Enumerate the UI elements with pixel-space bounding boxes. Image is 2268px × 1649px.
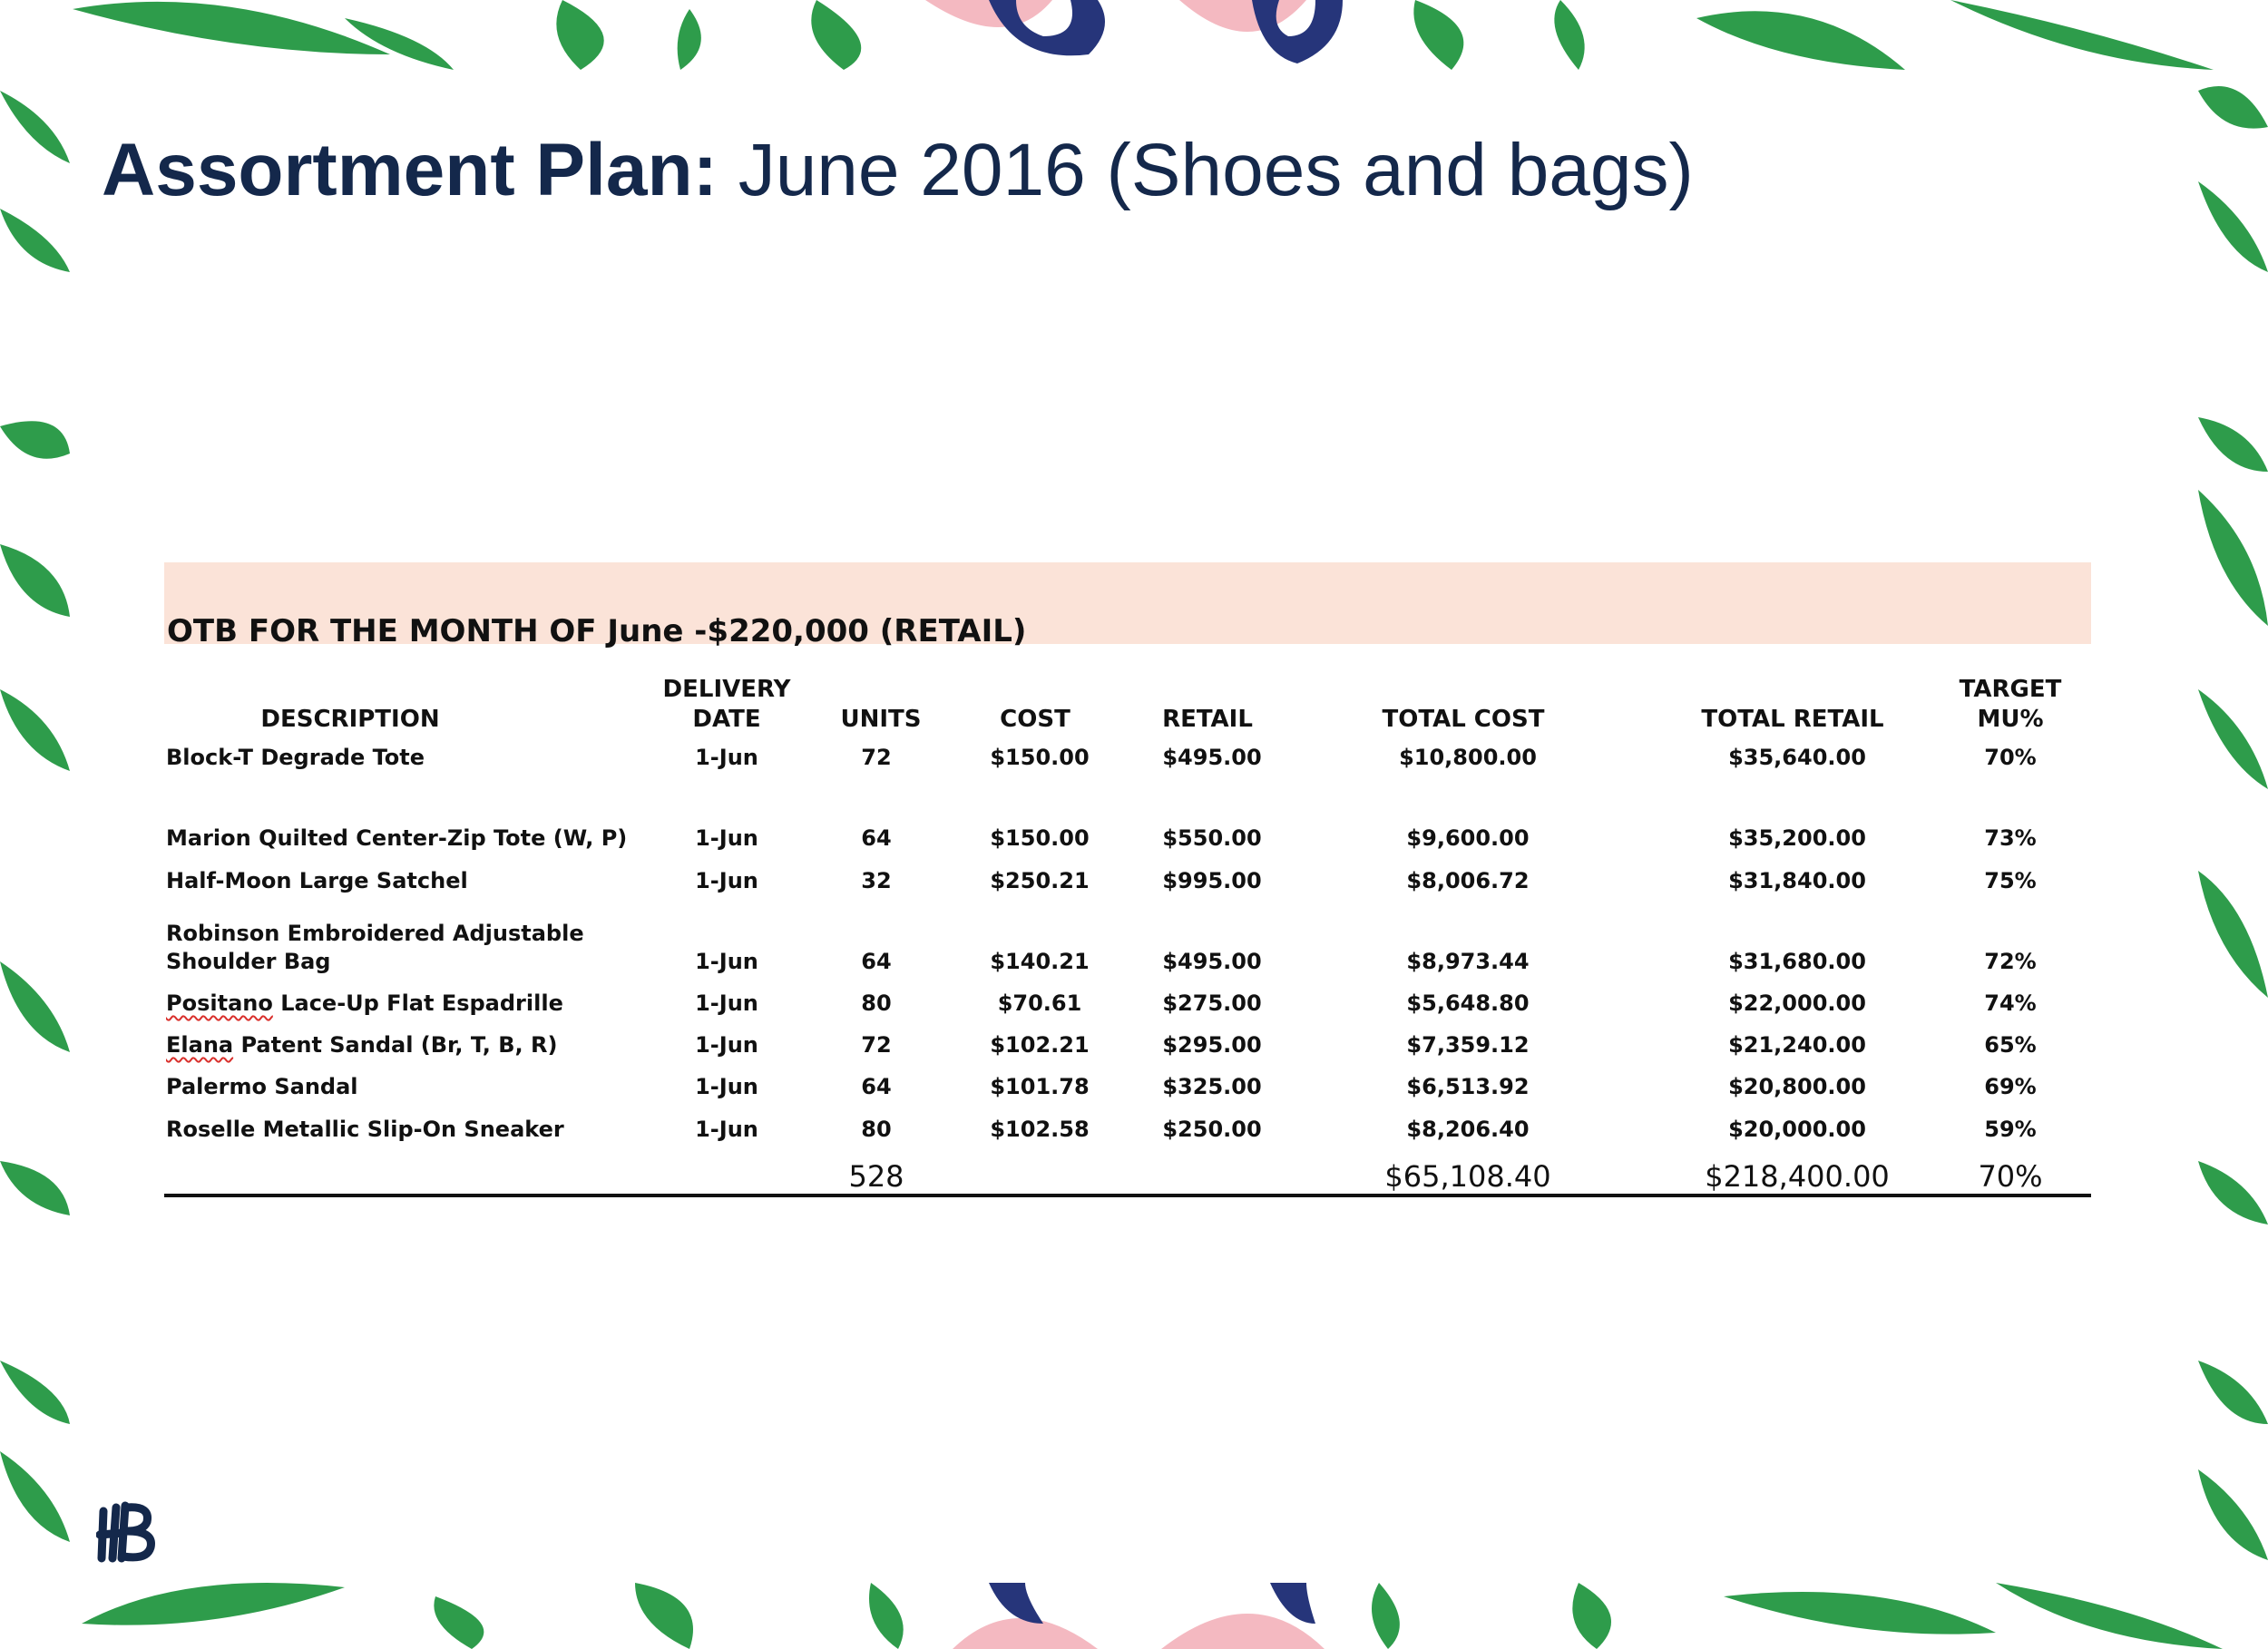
- row-description: [166, 990, 563, 1017]
- row-target-mu: 70%: [1984, 745, 2037, 770]
- row-cost: $150.00: [990, 825, 1090, 851]
- row-target-mu: 72%: [1984, 949, 2037, 974]
- page-title-regular: June 2016 (Shoes and bags): [738, 129, 1694, 211]
- spellcheck-word: Elana: [166, 1032, 234, 1058]
- row-total-cost: $7,359.12: [1406, 1032, 1530, 1058]
- row-description: Roselle Metallic Slip-On Sneaker: [166, 1117, 564, 1142]
- header-retail: RETAIL: [1162, 706, 1253, 733]
- row-total-cost: $8,973.44: [1406, 949, 1530, 974]
- row-description: Marion Quilted Center-Zip Tote (W, P): [166, 825, 628, 851]
- header-total-cost: TOTAL COST: [1382, 706, 1545, 733]
- otb-banner: [164, 562, 2091, 649]
- row-delivery-date: 1-Jun: [695, 1074, 758, 1099]
- row-total-retail: $20,000.00: [1728, 1117, 1866, 1142]
- row-units: 72: [861, 1032, 892, 1058]
- row-target-mu: 65%: [1984, 1032, 2037, 1058]
- header-units: UNITS: [840, 706, 922, 733]
- row-total-retail: $22,000.00: [1728, 990, 1866, 1016]
- row-cost: $140.21: [990, 949, 1090, 974]
- row-description: Palermo Sandal: [166, 1074, 358, 1099]
- header-target-line1: TARGET: [1959, 676, 2062, 703]
- row-total-retail: $20,800.00: [1728, 1074, 1866, 1099]
- row-target-mu: 59%: [1984, 1117, 2037, 1142]
- row-description: [166, 1031, 557, 1059]
- page-title: [102, 127, 1694, 214]
- row-units: 72: [861, 745, 892, 770]
- row-units: 64: [861, 1074, 892, 1099]
- row-description: Half-Moon Large Satchel: [166, 868, 468, 893]
- row-total-retail: $31,680.00: [1728, 949, 1866, 974]
- otb-banner-text: OTB FOR THE MONTH OF June -$220,000 (RETAIL): [167, 613, 1027, 649]
- row-target-mu: 73%: [1984, 825, 2037, 851]
- row-units: 64: [861, 949, 892, 974]
- row-total-cost: $10,800.00: [1399, 745, 1537, 770]
- brand-monogram-icon: [96, 1498, 156, 1564]
- header-delivery-line2: DATE: [692, 706, 761, 733]
- row-total-cost: $8,006.72: [1406, 868, 1530, 893]
- row-retail: $550.00: [1162, 825, 1262, 851]
- row-target-mu: 74%: [1984, 990, 2037, 1016]
- row-description-rest: Lace-Up Flat Espadrille: [272, 990, 563, 1016]
- page-title-bold: Assortment Plan:: [102, 129, 718, 211]
- row-description: Block-T Degrade Tote: [166, 745, 425, 770]
- row-cost: $150.00: [990, 745, 1090, 770]
- row-description-rest: Patent Sandal (Br, T, B, R): [233, 1032, 558, 1058]
- header-description: DESCRIPTION: [260, 706, 440, 733]
- header-target-line2: MU%: [1977, 706, 2044, 733]
- row-delivery-date: 1-Jun: [695, 1117, 758, 1142]
- header-total-retail: TOTAL RETAIL: [1701, 706, 1884, 733]
- row-total-retail: $35,200.00: [1728, 825, 1866, 851]
- row-retail: $495.00: [1162, 745, 1262, 770]
- row-delivery-date: 1-Jun: [695, 1032, 758, 1058]
- row-retail: $250.00: [1162, 1117, 1262, 1142]
- row-delivery-date: 1-Jun: [695, 949, 758, 974]
- header-delivery-date: [645, 675, 808, 735]
- row-total-retail: $35,640.00: [1728, 745, 1866, 770]
- row-retail: $495.00: [1162, 949, 1262, 974]
- row-units: 80: [861, 1117, 892, 1142]
- row-total-cost: $5,648.80: [1406, 990, 1530, 1016]
- row-delivery-date: 1-Jun: [695, 868, 758, 893]
- total-retail-sum: $218,400.00: [1705, 1159, 1890, 1194]
- header-delivery-line1: DELIVERY: [662, 676, 791, 703]
- total-target-mu: 70%: [1978, 1159, 2043, 1194]
- row-units: 80: [861, 990, 892, 1016]
- row-cost: $101.78: [990, 1074, 1090, 1099]
- row-total-retail: $21,240.00: [1728, 1032, 1866, 1058]
- row-delivery-date: 1-Jun: [695, 825, 758, 851]
- row-retail: $275.00: [1162, 990, 1262, 1016]
- row-total-cost: $8,206.40: [1406, 1117, 1530, 1142]
- row-total-cost: $6,513.92: [1406, 1074, 1530, 1099]
- row-retail: $325.00: [1162, 1074, 1262, 1099]
- total-units: 528: [848, 1159, 904, 1194]
- row-cost: $70.61: [997, 990, 1082, 1016]
- spellcheck-word: Positano: [166, 990, 273, 1016]
- row-delivery-date: 1-Jun: [695, 990, 758, 1016]
- row-units: 64: [861, 825, 892, 851]
- row-delivery-date: 1-Jun: [695, 745, 758, 770]
- row-total-retail: $31,840.00: [1728, 868, 1866, 893]
- row-cost: $102.21: [990, 1032, 1090, 1058]
- row-cost: $250.21: [990, 868, 1090, 893]
- row-retail: $295.00: [1162, 1032, 1262, 1058]
- header-target-mu: [1951, 675, 2069, 735]
- total-cost-sum: $65,108.40: [1384, 1159, 1551, 1194]
- row-description-line2: Shoulder Bag: [166, 949, 331, 974]
- row-total-cost: $9,600.00: [1406, 825, 1530, 851]
- row-target-mu: 75%: [1984, 868, 2037, 893]
- totals-rule: [164, 1194, 2091, 1197]
- row-cost: $102.58: [990, 1117, 1090, 1142]
- row-description-line1: Robinson Embroidered Adjustable: [166, 921, 584, 946]
- row-target-mu: 69%: [1984, 1074, 2037, 1099]
- row-units: 32: [861, 868, 892, 893]
- row-retail: $995.00: [1162, 868, 1262, 893]
- header-cost: COST: [1000, 706, 1070, 733]
